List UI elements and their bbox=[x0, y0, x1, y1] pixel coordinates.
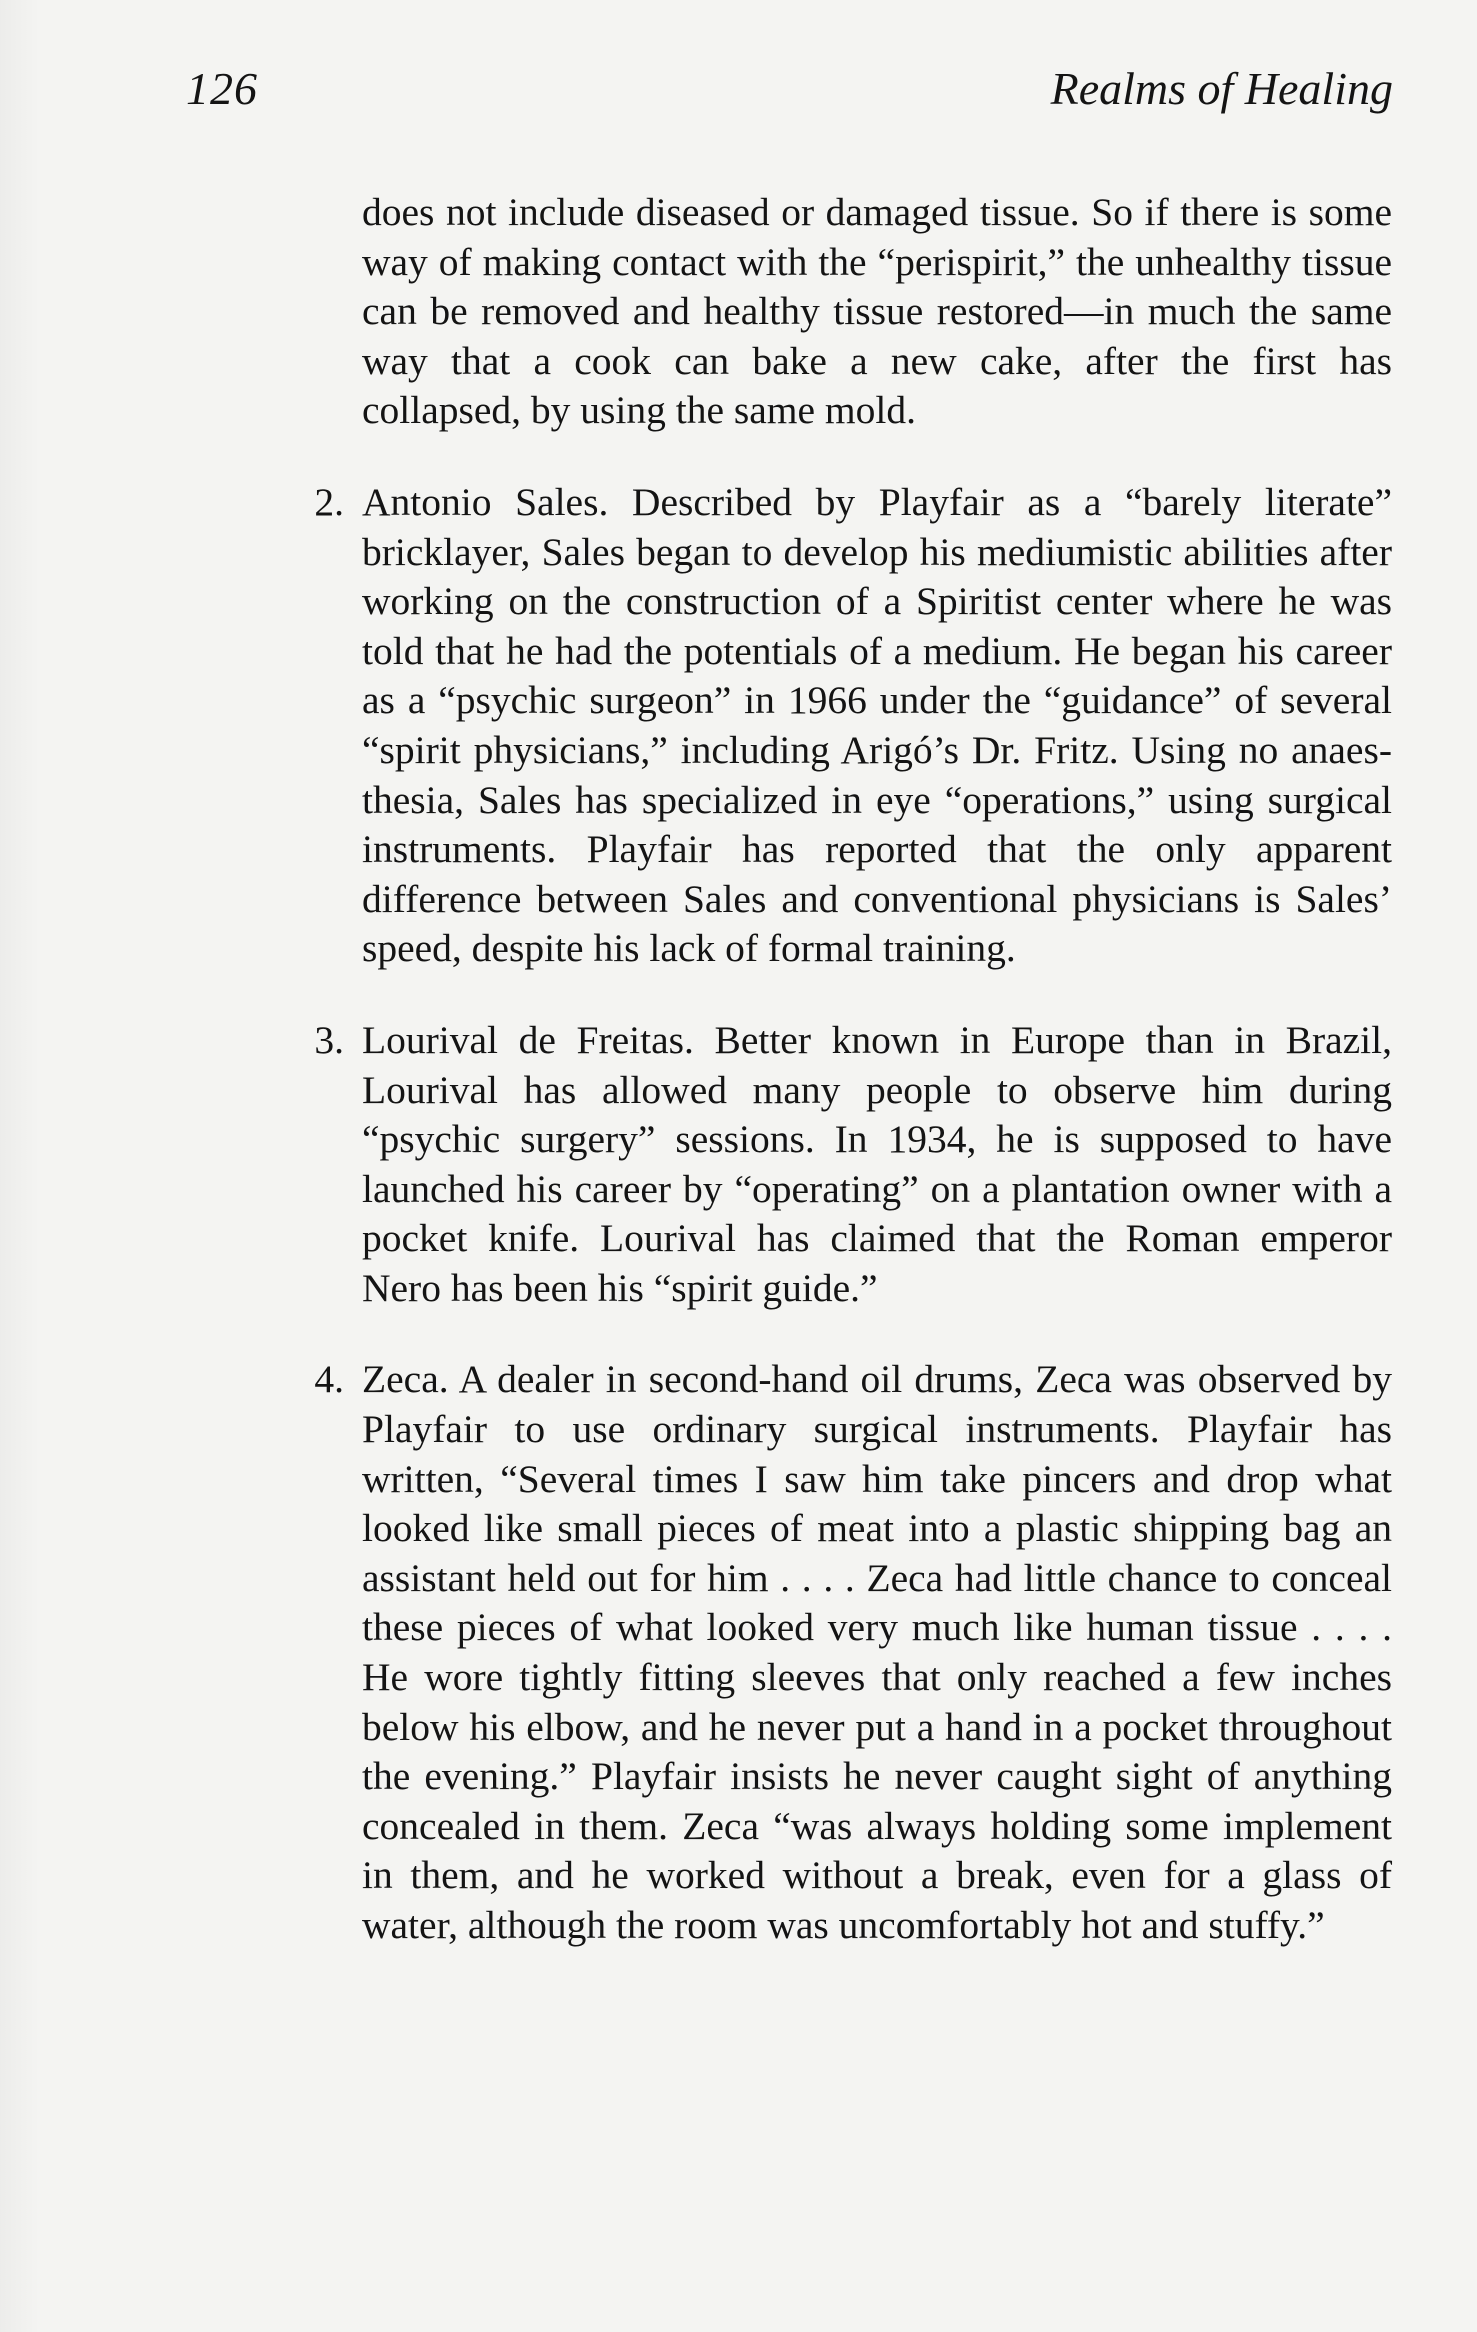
list-item-number: 3. bbox=[314, 1017, 344, 1062]
list-item-number: 2. bbox=[314, 479, 344, 524]
list-item bbox=[314, 1355, 1392, 1950]
intro-paragraph: does not include diseased or damaged tissue. So if there is some way of making contact with the “perispirit,” the unhealthy tissue can be removed and healthy tissue restored—in much the same way that a cook can bake a new cake, after the first has collapsed, by using the same mold. bbox=[362, 190, 1392, 433]
list-item-text: Zeca. A dealer in second-hand oil drums, Zeca was observed by Playfair to use ordinary surgical instruments. Playfair has written, “Several times I saw him take pincers and drop what looked like small pieces of meat into a plastic shipping bag an assistant held out for him . . . . Zeca had little chance to conceal these pieces of what looked very much like human tissue . . . . He wore tightly fitting sleeves that only reached a few inches below his elbow, and he never put a hand in a pocket throughout the evening.” Playfair insists he never caught sight of anything concealed in them. Zeca “was always holding some implement in them, and he worked without a break, even for a glass of water, although the room was uncomfortably hot and stuffy.” bbox=[362, 1357, 1392, 1947]
list-item-text: Lourival de Freitas. Better known in Europe than in Brazil, Lourival has allowed many people to observe him during “psychic surgery” sessions. In 1934, he is supposed to have launched his career by “operating” on a plantation owner with a pocket knife. Lourival has claimed that the Roman emperor Nero has been his “spirit guide.” bbox=[362, 1017, 1392, 1310]
running-head: Realms of Healing bbox=[1050, 63, 1393, 114]
page-number: 126 bbox=[186, 63, 258, 114]
list-item bbox=[314, 478, 1392, 974]
list-item bbox=[314, 1016, 1392, 1314]
list-item-number: 4. bbox=[314, 1357, 344, 1402]
list-item-text: Antonio Sales. Described by Playfair as a “barely literate” bricklayer, Sales began to develop his mediumistic abilities after working on the construction of a Spiritist center where he was told that he had the potentials of a medium. He began his career as a “psychic surgeon” in 1966 under the “guidance” of several “spirit physicians,” including Arigó’s Dr. Fritz. Using no anaesthesia, Sales has specialized in eye “operations,” using surgical instruments. Playfair has reported that the only apparent difference between Sales and conventional physicians is Sales’ speed, despite his lack of formal training. bbox=[362, 479, 1392, 971]
page-body bbox=[314, 188, 1392, 1951]
